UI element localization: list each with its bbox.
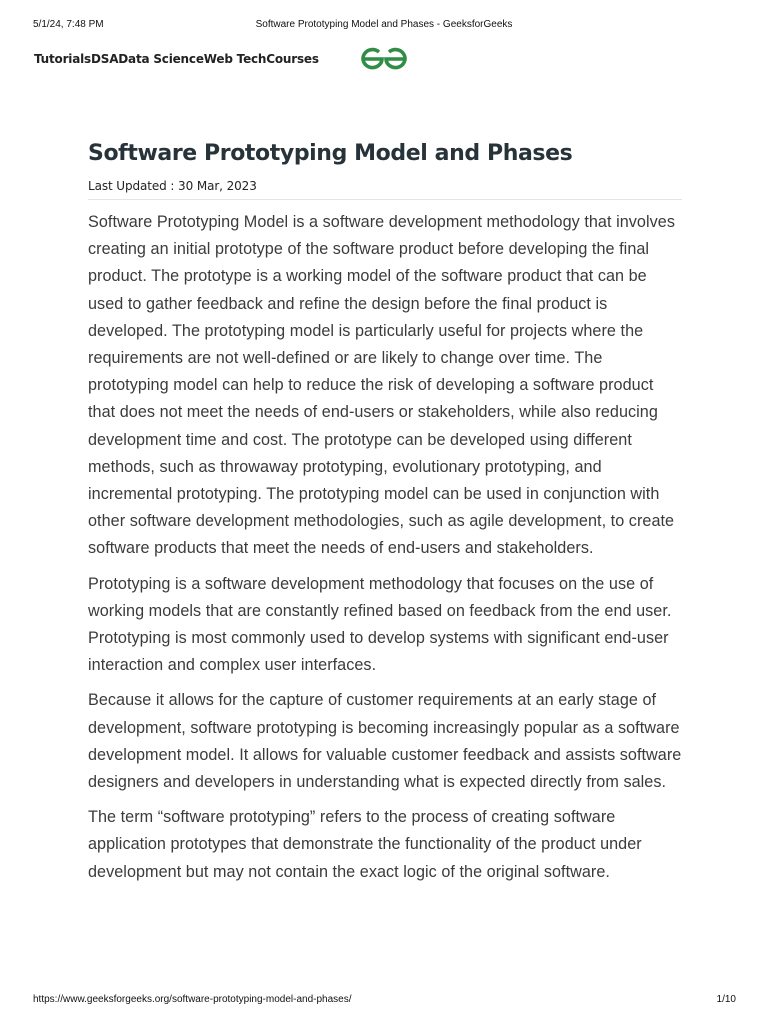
nav-item-data-science[interactable]: Data Science — [118, 52, 204, 66]
paragraph: Software Prototyping Model is a software development methodology that involves creating an initial prototype of the software product before developing the final product. The prototype is a working model of the software product that can be used to gather feedback and refine the design before the final product is developed. The prototyping model is particularly useful for projects where the requirements are not well-defined or are likely to change over time. The prototyping model can help to reduce the risk of developing a software product that does not meet the needs of end-users or stakeholders, while also reducing development time and cost. The prototype can be developed using different methods, such as throwaway prototyping, evolutionary prototyping, and incremental prototyping. The prototyping model can be used in conjunction with other software development methodologies, such as agile development, to create software products that meet the needs of end-users and stakeholders. — [88, 213, 675, 558]
print-footer-url: https://www.geeksforgeeks.org/software-prototyping-model-and-phases/ — [33, 994, 352, 1005]
print-page-number: 1/10 — [716, 994, 736, 1005]
article-body — [88, 209, 682, 886]
nav-item-tutorials[interactable]: Tutorials — [34, 52, 91, 66]
site-nav — [34, 52, 319, 66]
print-document-title: Software Prototyping Model and Phases - GeeksforGeeks — [255, 19, 513, 30]
nav-item-web-tech[interactable]: Web Tech — [203, 52, 267, 66]
page-title: Software Prototyping Model and Phases — [88, 141, 573, 166]
gfg-logo-icon[interactable] — [358, 46, 410, 72]
last-updated: Last Updated : 30 Mar, 2023 — [88, 179, 257, 193]
paragraph: Prototyping is a software development methodology that focuses on the use of working models that are constantly refined based on feedback from the end user. Prototyping is most commonly used to develop systems with significant end-user interaction and complex user interfaces. — [88, 574, 672, 675]
print-header — [0, 0, 768, 40]
article — [88, 138, 682, 894]
divider — [88, 199, 682, 200]
print-datetime: 5/1/24, 7:48 PM — [33, 19, 104, 30]
nav-item-dsa[interactable]: DSA — [90, 52, 119, 66]
paragraph: Because it allows for the capture of customer requirements at an early stage of development, software prototyping is becoming increasingly popular as a software development model. It allows for valuable customer feedback and assists software designers and developers in understanding what is expected directly from sales. — [88, 691, 682, 792]
paragraph: The term “software prototyping” refers to the process of creating software application prototypes that demonstrate the functionality of the product under development but may not contain the exact logic of the original software. — [88, 808, 642, 881]
nav-item-courses[interactable]: Courses — [266, 52, 319, 66]
